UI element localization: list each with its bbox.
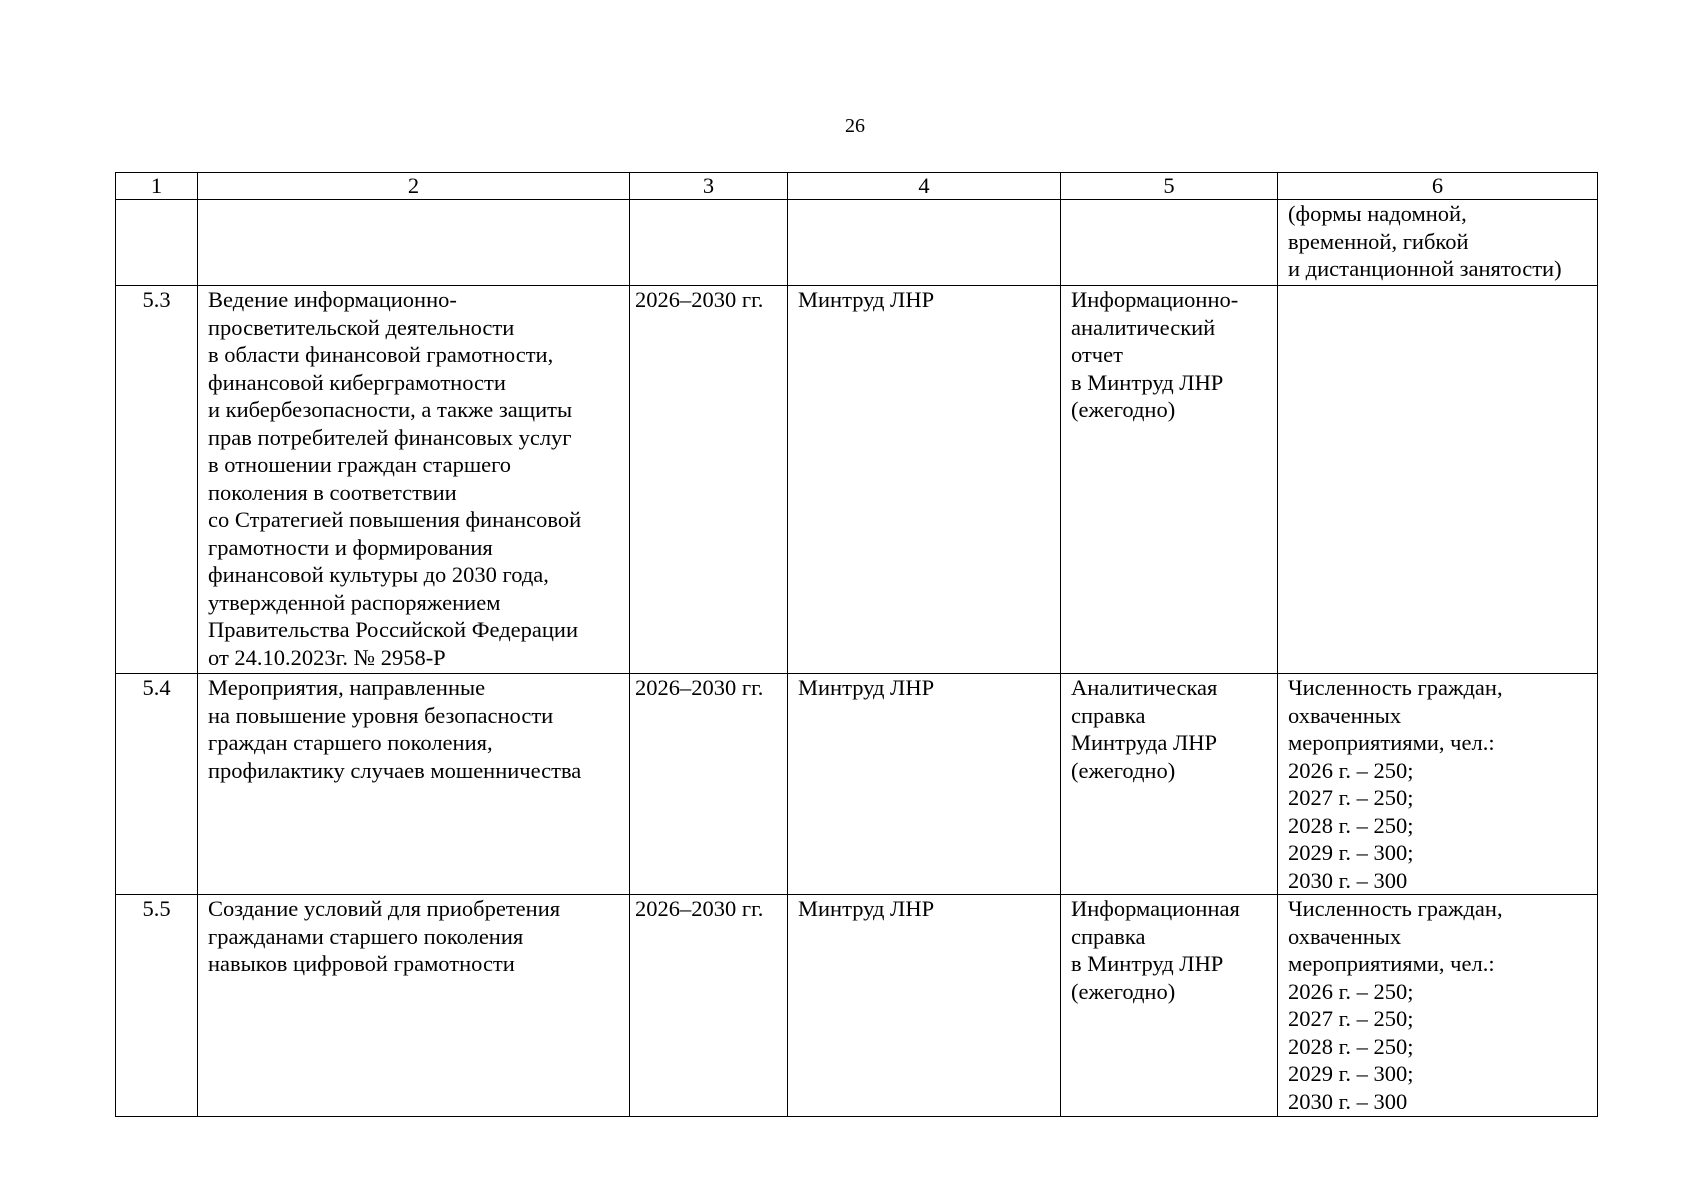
text-line: Минтруда ЛНР <box>1071 730 1218 755</box>
text-line: Численность граждан, <box>1288 675 1503 700</box>
cell-description <box>198 200 630 286</box>
header-col-4: 4 <box>788 173 1061 200</box>
text-line: 2028 г. – 250; <box>1288 1033 1414 1059</box>
text-line: 2026 г. – 250; <box>1288 978 1414 1004</box>
header-col-5: 5 <box>1061 173 1278 200</box>
text-line: Правительства Российской Федерации <box>208 617 578 642</box>
text-line: Информационная <box>1071 896 1240 921</box>
text-line: Численность граждан, <box>1288 896 1503 921</box>
text-line: (ежегодно) <box>1071 978 1176 1004</box>
text-line: финансовой киберграмотности <box>208 369 506 395</box>
text-line: на повышение уровня безопасности <box>208 702 554 728</box>
text-line: грамотности и формирования <box>208 534 493 560</box>
text-line: поколения в соответствии <box>208 479 457 505</box>
text-line: в области финансовой грамотности, <box>208 342 554 367</box>
text-line: охваченных <box>1288 702 1402 728</box>
text-line: мероприятиями, чел.: <box>1288 730 1495 755</box>
text-line: в Минтруд ЛНР <box>1071 951 1224 976</box>
text-line: просветительской деятельности <box>208 314 515 340</box>
text-line: мероприятиями, чел.: <box>1288 951 1495 976</box>
text-line: в Минтруд ЛНР <box>1071 369 1224 395</box>
text-line: 2030 г. – 300 <box>1288 1088 1408 1114</box>
text-line: отчет <box>1071 342 1123 367</box>
text-line: 2030 г. – 300 <box>1288 867 1408 893</box>
text-line: от 24.10.2023г. № 2958-Р <box>208 644 446 670</box>
header-row <box>116 173 1598 200</box>
cell-period: 2026–2030 гг. <box>630 286 788 674</box>
table-row <box>116 895 1598 1117</box>
text-line: охваченных <box>1288 923 1402 949</box>
text-line: профилактику случаев мошенничества <box>208 757 582 783</box>
text-line: и кибербезопасности, а также защиты <box>208 397 573 422</box>
cell-report <box>1061 895 1278 1117</box>
continuation-row <box>116 200 1598 286</box>
cell-num: 5.4 <box>116 674 198 895</box>
text-line: Мероприятия, направленные <box>208 675 486 700</box>
text-line: в отношении граждан старшего <box>208 452 512 477</box>
text-line: справка <box>1071 923 1146 949</box>
text-line: 2029 г. – 300; <box>1288 1061 1414 1086</box>
text-line: Аналитическая <box>1071 675 1218 700</box>
cell-description <box>198 286 630 674</box>
text-line: со Стратегией повышения финансовой <box>208 507 582 532</box>
table-row <box>116 286 1598 674</box>
cell-indicator <box>1278 200 1598 286</box>
page-number: 26 <box>845 115 865 137</box>
text-line: навыков цифровой грамотности <box>208 951 515 976</box>
header-col-1: 1 <box>116 173 198 200</box>
text-line: аналитический <box>1071 314 1216 340</box>
cell-executor <box>788 200 1061 286</box>
text-line: Создание условий для приобретения <box>208 896 561 921</box>
text-line: гражданами старшего поколения <box>208 923 524 949</box>
cell-description <box>198 895 630 1117</box>
cell-num: 5.3 <box>116 286 198 674</box>
text-line: (ежегодно) <box>1071 397 1176 422</box>
cell-indicator <box>1278 674 1598 895</box>
cell-period: 2026–2030 гг. <box>630 674 788 895</box>
cell-executor: Минтруд ЛНР <box>788 674 1061 895</box>
plan-table <box>115 172 1598 1117</box>
text-line: утвержденной распоряжением <box>208 589 501 615</box>
cell-report <box>1061 674 1278 895</box>
table-row <box>116 674 1598 895</box>
text-line: финансовой культуры до 2030 года, <box>208 562 549 587</box>
cell-indicator <box>1278 286 1598 674</box>
cell-executor: Минтруд ЛНР <box>788 286 1061 674</box>
text-line: граждан старшего поколения, <box>208 730 493 755</box>
text-line: (формы надомной, <box>1288 201 1467 226</box>
cell-period: 2026–2030 гг. <box>630 895 788 1117</box>
cell-report <box>1061 200 1278 286</box>
cell-period <box>630 200 788 286</box>
text-line: 2026 г. – 250; <box>1288 757 1414 783</box>
text-line: Информационно- <box>1071 287 1239 312</box>
text-line: прав потребителей финансовых услуг <box>208 424 572 450</box>
text-line: 2027 г. – 250; <box>1288 785 1414 810</box>
header-col-2: 2 <box>198 173 630 200</box>
cell-indicator <box>1278 895 1598 1117</box>
text-line: 2029 г. – 300; <box>1288 840 1414 865</box>
header-col-6: 6 <box>1278 173 1598 200</box>
cell-report <box>1061 286 1278 674</box>
text-line: временной, гибкой <box>1288 228 1469 254</box>
text-line: и дистанционной занятости) <box>1288 256 1562 281</box>
text-line: справка <box>1071 702 1146 728</box>
cell-num: 5.5 <box>116 895 198 1117</box>
text-line: Ведение информационно- <box>208 287 457 312</box>
cell-executor: Минтруд ЛНР <box>788 895 1061 1117</box>
cell-description <box>198 674 630 895</box>
header-col-3: 3 <box>630 173 788 200</box>
cell-num <box>116 200 198 286</box>
text-line: 2028 г. – 250; <box>1288 812 1414 838</box>
text-line: 2027 г. – 250; <box>1288 1006 1414 1031</box>
text-line: (ежегодно) <box>1071 757 1176 783</box>
